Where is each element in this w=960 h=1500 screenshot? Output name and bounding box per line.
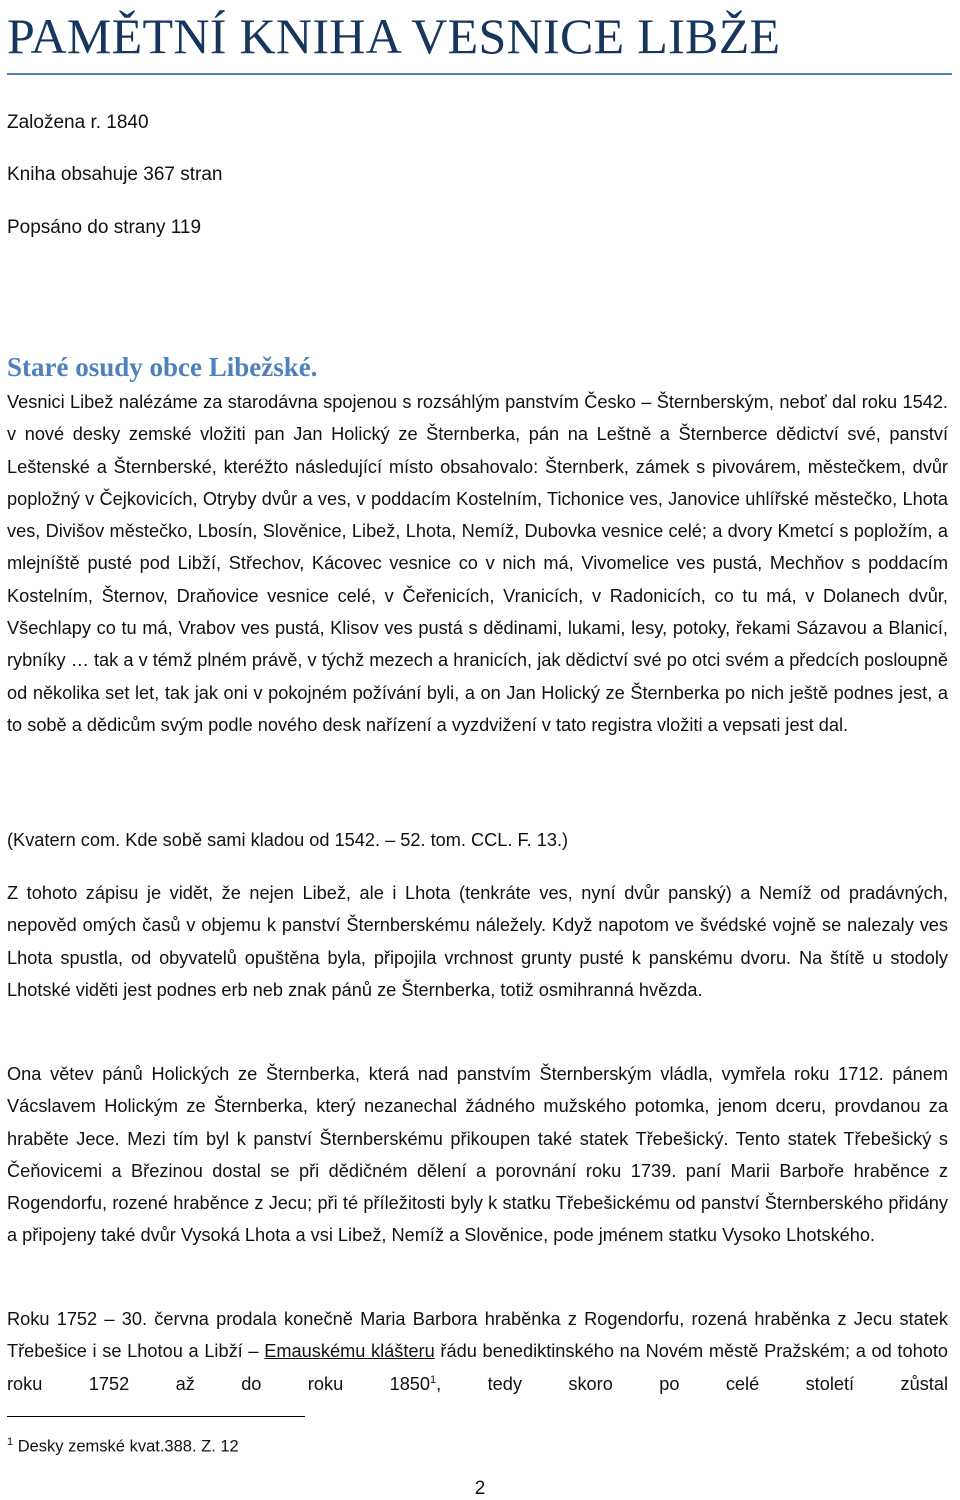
footnote-reference[interactable]: 1 (430, 1373, 437, 1386)
footnote-separator (7, 1416, 305, 1417)
paragraph-2: (Kvatern com. Kde sobě sami kladou od 1542. – 52. tom. CCL. F. 13.) (7, 830, 569, 850)
paragraph-5-text-c: , tedy skoro po celé století zůstal (436, 1373, 949, 1394)
footnote-mark: 1 (7, 1436, 14, 1448)
section-heading: Staré osudy obce Libežské. (7, 352, 318, 382)
paragraph-1: Vesnici Libež nalézáme za starodávna spojenou s rozsáhlým panstvím Česko – Šternberským, neboť dal roku 1542. v nové desky zemské vložiti pan Jan Holický ze Šternberka, pán na Leštně a Šternberce dědictví své, panství Leštenské a Šternberské, kteréžto následující místo obsahovalo: Šternberk, zámek s pivovárem, městečkem, dvůr popložný v Čejkovicích, Otryby dvůr a ves, v poddacím Kostelním, Tichonice ves, Janovice uhlířské městečko, Lhota ves, Divišov městečko, Lbosín, Slověnice, Libež, Lhota, Nemíž, Dubovka vesnice celé; a dvory Kmetcí s popložím, a mlejníště pusté pod Libží, Střechov, Kácovec vesnice co v nich má, Vivomelice ves pustá, Mechňov s poddacím Kostelním, Šternov, Draňovice vesnice celé, v Čeřenicích, Vranicích, v Radonicích, co tu má, v Dolanech dvůr, Všechlapy co tu má, Vrabov ves pustá, Klisov ves pustá s dědinami, lukami, lesy, potoky, řekami Sázavou a Blanicí, rybníky … tak a v témž plném právě, v týchž mezech a hranicích, jak dědictví své po otci svém a předcích posloupně od několika set let, tak jak oni v pokojném požívání byli, a on Jan Holický ze Šternberka po nich ještě podnes jest, a to sobě a dědicům svým podle nového desk nařízení a vyzdvižení v tato registra vložiti a vepsati jest dal. (7, 392, 948, 735)
paragraph-4: Ona větev pánů Holických ze Šternberka, která nad panstvím Šternberským vládla, vymřela roku 1712. pánem Vácslavem Holickým ze Šternberka, který nezanechal žádného mužského potomka, jenom dceru, provdanou za hraběte Jece. Mezi tím byl k panství Šternberskému přikoupen také statek Třebešický. Tento statek Třebešický s Čeňovicemi a Březinou dostal se při dědičném dělení a porovnání roku 1739. paní Marii Barboře hraběnce z Rogendorfu, rozené hraběnce z Jecu; při té příležitosti byly k statku Třebešickému od panství Šternberského přidány a připojeny také dvůr Vysoká Lhota a vsi Libež, Nemíž a Slověnice, pode jménem statku Vysoko Lhotského. (7, 1064, 948, 1246)
meta-written-pages: Popsáno do strany 119 (7, 217, 202, 238)
emaus-monastery-link[interactable]: Emauskému klášteru (264, 1341, 435, 1362)
footnote-text: Desky zemské kvat.388. Z. 12 (13, 1437, 239, 1456)
meta-page-count: Kniha obsahuje 367 stran (7, 164, 223, 185)
page-title: PAMĚTNÍ KNIHA VESNICE LIBŽE (7, 8, 781, 64)
paragraph-5-text-b: řádu benediktinského na Novém městě Pražském; a od tohoto roku 1752 až do roku 1850 (7, 1341, 948, 1394)
page-number: 2 (474, 1478, 486, 1499)
title-underline (7, 73, 952, 75)
paragraph-5 (7, 1303, 948, 1400)
footnote (7, 1431, 239, 1458)
meta-founded: Založena r. 1840 (7, 112, 149, 133)
paragraph-3: Z tohoto zápisu je vidět, že nejen Libež, ale i Lhota (tenkráte ves, nyní dvůr panský) a Nemíž od pradávných, nepověd omých časů v objemu k panství Šternberskému náležely. Když napotom ve švédské vojně se nalezaly ves Lhota spustla, od obyvatelů opuštěna byla, připojila vrchnost grunty pusté k panskému dvoru. Na štítě u stodoly Lhotské viděti jest podnes erb neb znak pánů ze Šternberka, totiž osmihranná hvězda. (7, 883, 948, 1000)
paragraph-5-text-a: Roku 1752 – 30. června prodala konečně Maria Barbora hraběnka z Rogendorfu, rozená hraběnka z Jecu statek Třebešice i se Lhotou a Libží – (7, 1309, 948, 1362)
